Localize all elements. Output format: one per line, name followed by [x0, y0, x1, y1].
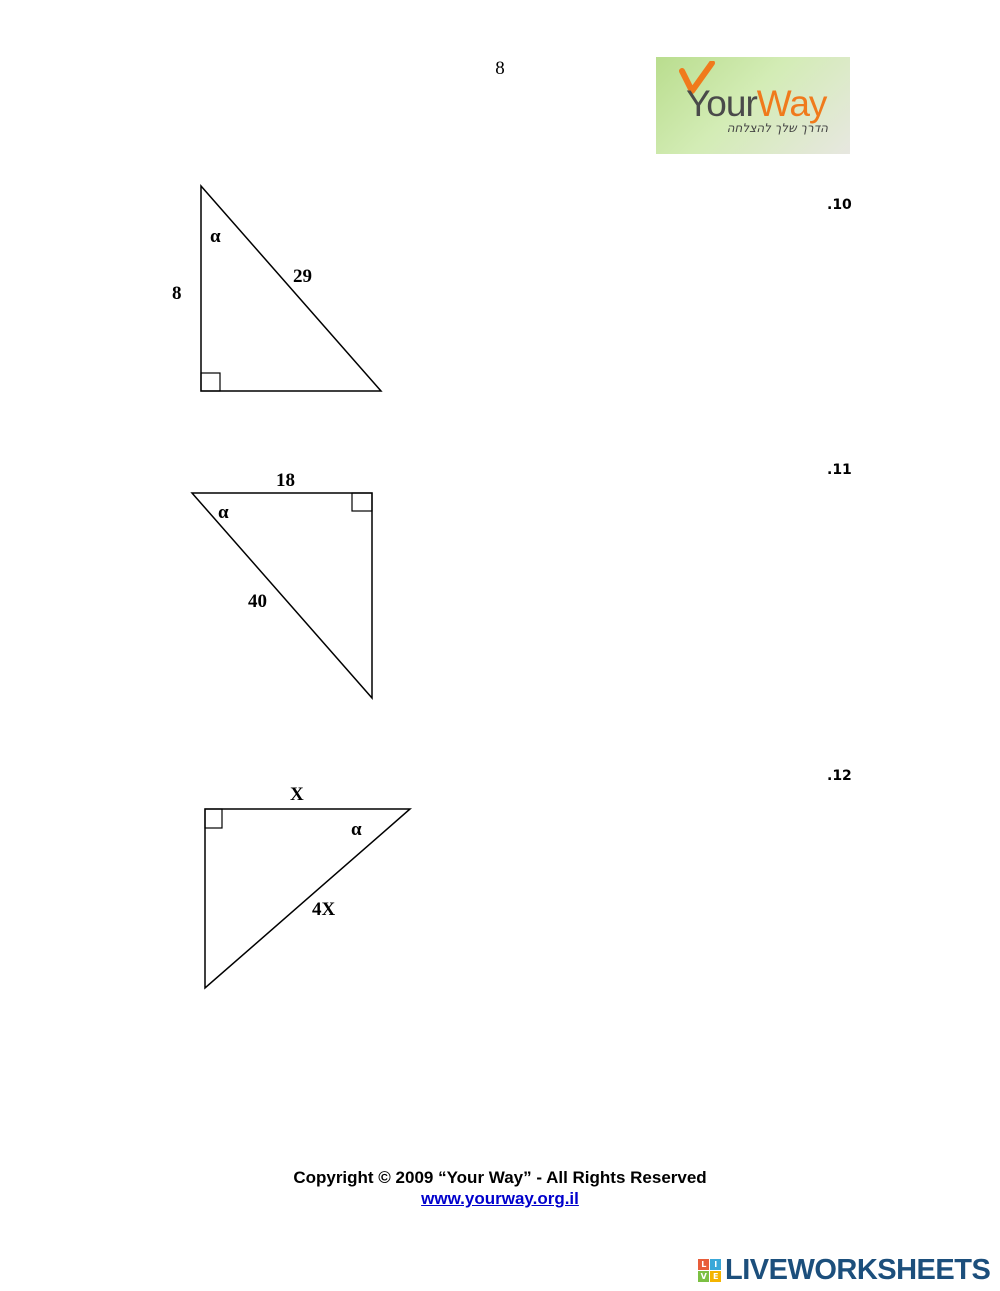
website-link[interactable]: www.yourway.org.il [421, 1189, 579, 1208]
question-number-11: .11 [827, 462, 852, 478]
logo-tagline: הדרך שלך להצלחה [726, 121, 828, 135]
label-hypotenuse-11: 40 [248, 591, 267, 612]
label-angle-10: α [210, 226, 221, 247]
page-number: 8 [495, 58, 505, 79]
lw-block-v: V [698, 1271, 709, 1282]
triangle-12 [205, 809, 410, 988]
lw-block-l: L [698, 1259, 709, 1270]
logo-your: Your [686, 83, 757, 124]
footer-link-container [0, 1189, 1000, 1209]
label-hypotenuse-10: 29 [293, 266, 312, 287]
label-angle-12: α [351, 819, 362, 840]
lw-block-e: E [710, 1271, 721, 1282]
label-angle-11: α [218, 502, 229, 523]
logo-way: Way [756, 83, 827, 124]
lw-block-i: I [710, 1259, 721, 1270]
liveworksheets-logo-icon [698, 1259, 721, 1282]
question-number-12: .12 [827, 768, 852, 784]
label-hypotenuse-12: 4X [312, 899, 336, 920]
liveworksheets-brand [698, 1254, 990, 1287]
copyright-notice: Copyright © 2009 “Your Way” - All Rights Reserved [293, 1168, 707, 1187]
label-side-10: 8 [172, 283, 182, 304]
label-side-12: X [290, 784, 304, 805]
liveworksheets-wordmark: LIVEWORKSHEETS [725, 1254, 991, 1286]
right-angle-marker-12 [205, 809, 222, 828]
question-number-10: .10 [827, 197, 852, 213]
label-side-11: 18 [276, 470, 295, 491]
